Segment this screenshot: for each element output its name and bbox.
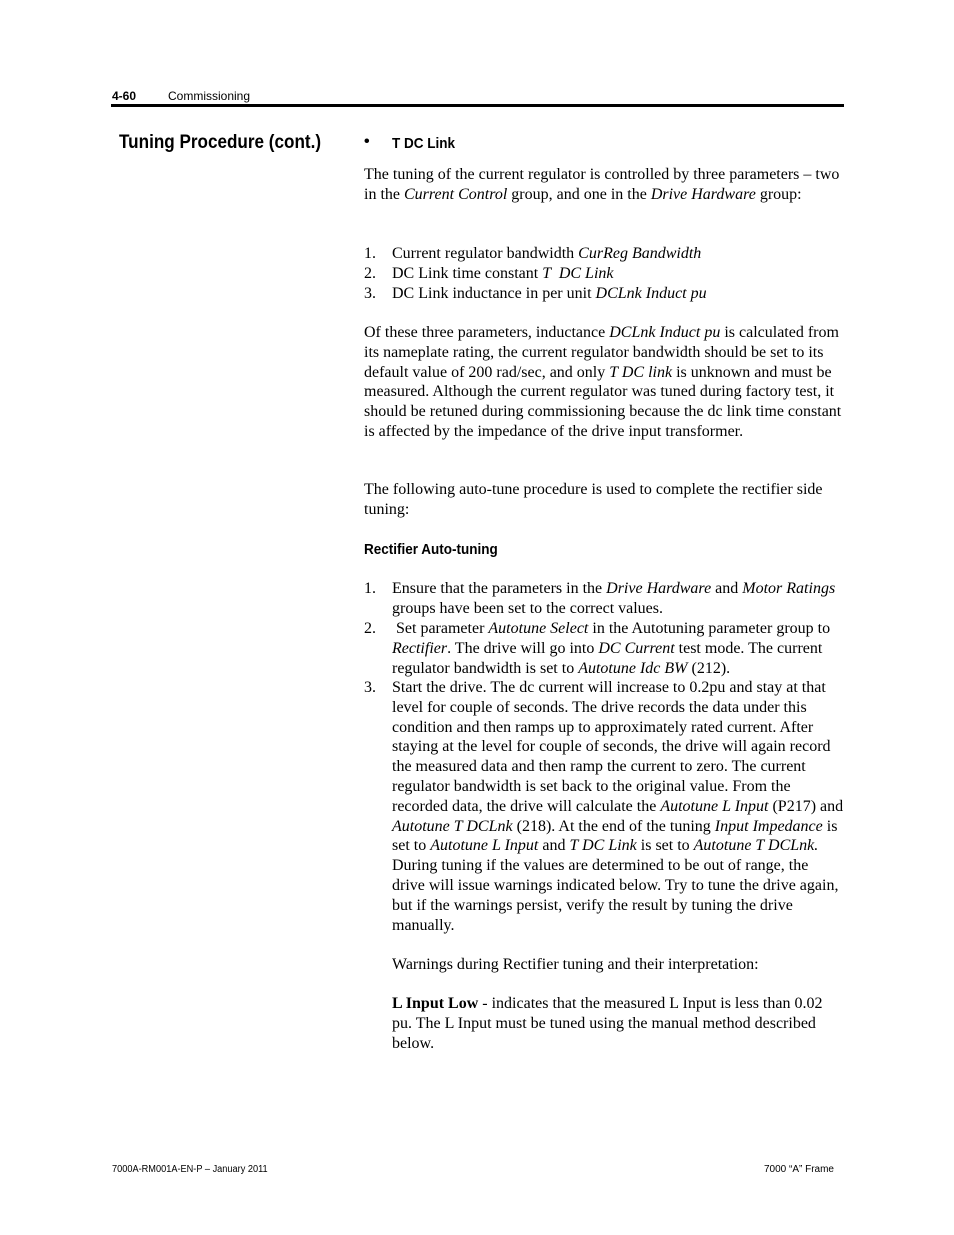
intro-paragraph: The tuning of the current regulator is controlled by three parameters – two in the Current Control group, and one in the Drive Hardware group: xyxy=(364,166,840,203)
header-rule xyxy=(111,104,844,107)
bullet-heading: T DC Link xyxy=(392,135,455,152)
body-paragraph: The following auto-tune procedure is used to complete the rectifier side tuning: xyxy=(364,481,823,518)
page-number: 4-60 xyxy=(112,89,137,103)
warnings-intro: Warnings during Rectifier tuning and their interpretation: xyxy=(392,956,759,973)
section-name: Commissioning xyxy=(168,89,251,103)
warning-item: L Input Low - indicates that the measured L Input is less than 0.02 pu. The L Input must be tuned using the manual method described below. xyxy=(392,995,823,1052)
footer-product: 7000 “A” Frame xyxy=(763,1164,834,1175)
side-title: Tuning Procedure (cont.) xyxy=(119,132,322,153)
sub-heading: Rectifier Auto-tuning xyxy=(364,541,498,558)
body-paragraph: Of these three parameters, inductance DCLnk Induct pu is calculated from its nameplate rating, the current regulator bandwidth should be set to its default value of 200 rad/sec, and only T DC link is unknown and must be measured. Although the current regulator was tuned during factory test, it should be retuned during commissioning because the dc link time constant is affected by the impedance of the drive input transformer. xyxy=(364,324,842,440)
footer-doc-id: 7000A-RM001A-EN-P – January 2011 xyxy=(112,1164,268,1175)
bullet-icon: • xyxy=(364,133,370,150)
